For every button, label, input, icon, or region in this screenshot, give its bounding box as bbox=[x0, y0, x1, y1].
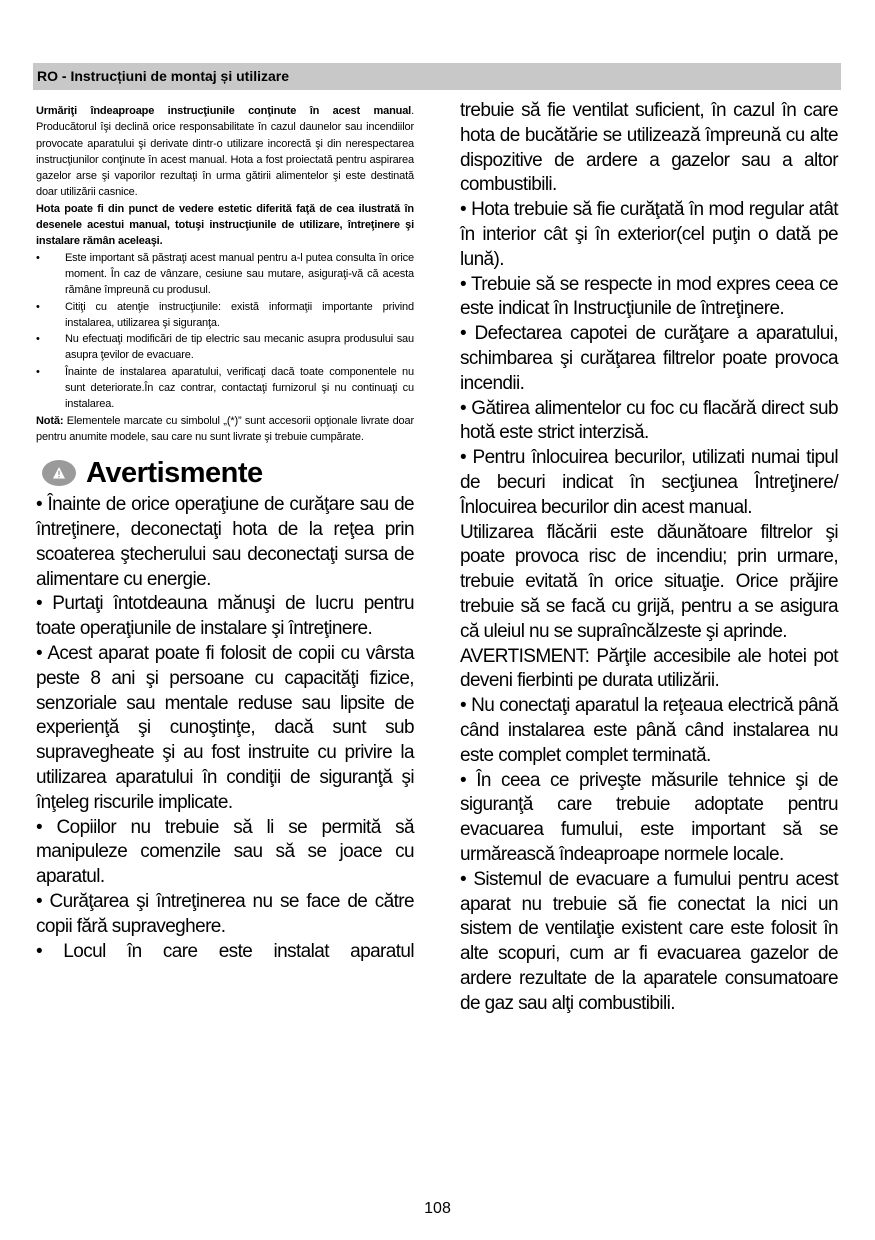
warning-paragraph: • Purtaţi întotdeauna mănuşi de lucru pentru toate operaţiunile de instalare şi întreţinere. bbox=[36, 593, 414, 640]
warning-paragraph: • Acest aparat poate fi folosit de copii cu vârsta peste 8 ani şi persoane cu capacităţi fizice, senzoriale sau mentale reduse sau lipsite de experienţă şi cunoştinţe, dacă sunt sub supravegheate şi au fost instruite cu privire la utilizarea aparatului în condiţii de siguranţă şi înţeleg riscurile implicate. bbox=[36, 643, 414, 813]
warning-paragraph: Utilizarea flăcării este dăunătoare filtrelor şi poate provoca risc de incendiu; prin urmare, trebuie evitată în orice situaţie. Orice prăjire trebuie să se facă cu grijă, pentru a se asigura că uleiul nu se supraîncălzeste şi aprinde. bbox=[460, 521, 838, 642]
warning-paragraph: • Locul în care este instalat aparatul bbox=[36, 940, 414, 962]
warning-paragraph: • Gătirea alimentelor cu foc cu flacără direct sub hotă este strict interzisă. bbox=[460, 397, 838, 444]
intro-bullet-list bbox=[36, 250, 414, 413]
list-item-text: Este important să păstraţi acest manual pentru a-l putea consulta în orice moment. În caz de vânzare, cesiune sau mutare, asiguraţi-vă că acesta rămâne împreună cu produsul. bbox=[65, 251, 414, 297]
design-note-text: Hota poate fi din punct de vedere estetic diferită faţă de cea ilustrată în desenele acestui manual, totuşi instrucţiunile de utilizare, întreţinere şi instalare rămân aceleaşi. bbox=[36, 202, 414, 248]
warning-paragraph: • Trebuie să se respecte in mod expres ceea ce este indicat în Instrucţiunile de întreţinere. bbox=[460, 273, 838, 320]
warning-paragraph: • Defectarea capotei de curăţare a aparatului, schimbarea şi curăţarea filtrelor poate provoca incendii. bbox=[460, 323, 838, 394]
list-item bbox=[36, 331, 414, 364]
warning-paragraph: AVERTISMENT: Părţile accesibile ale hotei pot deveni fierbinti pe durata utilizării. bbox=[460, 645, 838, 692]
warning-paragraph: trebuie să fie ventilat suficient, în cazul în care hota de bucătărie se utilizează împreună cu alte dispozitive de ardere a gazelor sau a altor combustibili. bbox=[460, 100, 838, 196]
list-item bbox=[36, 250, 414, 299]
bullet-marker: • bbox=[36, 300, 40, 313]
warning-paragraph: • Pentru înlocuirea becurilor, utilizati numai tipul de becuri indicat în secţiunea Întreţinere/Înlocuirea becurilor din acest manual. bbox=[460, 447, 838, 518]
warnings-title: Avertismente bbox=[86, 456, 263, 489]
list-item-text: Înainte de instalarea aparatului, verificaţi dacă toate componentele nu sunt deteriorate.În caz contrar, contactaţi furnizorul şi nu continuaţi cu instalarea. bbox=[65, 365, 414, 411]
warning-paragraph: • În ceea ce priveşte măsurile tehnice şi de siguranţă care trebuie adoptate pentru evacuarea fumului, este important să se urmărească îndeaproape normele locale. bbox=[460, 769, 838, 865]
list-item-text: Nu efectuaţi modificări de tip electric sau mecanic asupra produsului sau asupra ţevilor de evacuare. bbox=[65, 333, 414, 362]
warning-paragraph: • Nu conectaţi aparatul la reţeaua electrică până când instalarea este până când instalarea nu este complet complet terminată. bbox=[460, 695, 838, 766]
intro-bold-lead: Urmăriţi îndeaproape instrucţiunile conţinute în acest manual bbox=[36, 105, 412, 117]
warning-paragraph: • Curăţarea şi întreţinerea nu se face de către copii fără supraveghere. bbox=[36, 890, 414, 937]
accessory-note bbox=[36, 413, 414, 446]
right-column bbox=[460, 99, 838, 1016]
bullet-marker: • bbox=[36, 333, 40, 346]
intro-text: . Producătorul îşi declină orice responsabilitate în cazul daunelor sau incendiilor provocate aparatului şi derivate dintr-o utilizare incorectă şi din nerespectarea instrucţiunilor conţinute în acest manual. Hota a fost proiectată pentru aspirarea gazelor arse şi vaporilor rezultaţi în urma gătirii alimentelor şi este destinată doar utilizării casnice. bbox=[36, 105, 414, 199]
page-number: 108 bbox=[424, 1200, 451, 1217]
warning-icon bbox=[42, 460, 76, 486]
intro-paragraph bbox=[36, 103, 414, 201]
note-label: Notă: bbox=[36, 414, 64, 427]
warning-paragraph: • Sistemul de evacuare a fumului pentru acest aparat nu trebuie să fie conectat la nici un sistem de ventilaţie existent care este folosit în alte scopuri, cum ar fi evacuarea gazelor de ardere rezultate de la aparatele consumatoare de gaz sau alţi combustibili. bbox=[460, 868, 838, 1014]
warning-paragraph: • Înainte de orice operaţiune de curăţare sau de întreţinere, deconectaţi hota de la reţea prin scoaterea ştecherului sau deconectaţi sursa de alimentare cu energie. bbox=[36, 494, 414, 590]
left-column bbox=[36, 103, 414, 964]
list-item bbox=[36, 299, 414, 332]
warning-paragraph: • Hota trebuie să fie curăţată în mod regular atât în interior cât şi în exterior(cel puţin o dată pe lună). bbox=[460, 199, 838, 270]
list-item bbox=[36, 364, 414, 413]
note-text: Elementele marcate cu simbolul „(*)” sunt accesorii opţionale livrate doar pentru anumite modele, sau care nu sunt livrate şi trebuie cumpărate. bbox=[36, 414, 414, 443]
bullet-marker: • bbox=[36, 251, 40, 264]
bullet-marker: • bbox=[36, 365, 40, 378]
section-header bbox=[33, 63, 841, 90]
warning-paragraph: • Copiilor nu trebuie să li se permită să manipuleze comenzile sau să se joace cu aparatul. bbox=[36, 816, 414, 888]
design-note-paragraph bbox=[36, 201, 414, 250]
warnings-heading bbox=[36, 453, 414, 493]
list-item-text: Citiţi cu atenţie instrucţiunile: există informaţii importante privind instalarea, utilizarea şi siguranţa. bbox=[65, 300, 414, 329]
section-title: RO - Instrucțiuni de montaj și utilizare bbox=[37, 68, 290, 84]
